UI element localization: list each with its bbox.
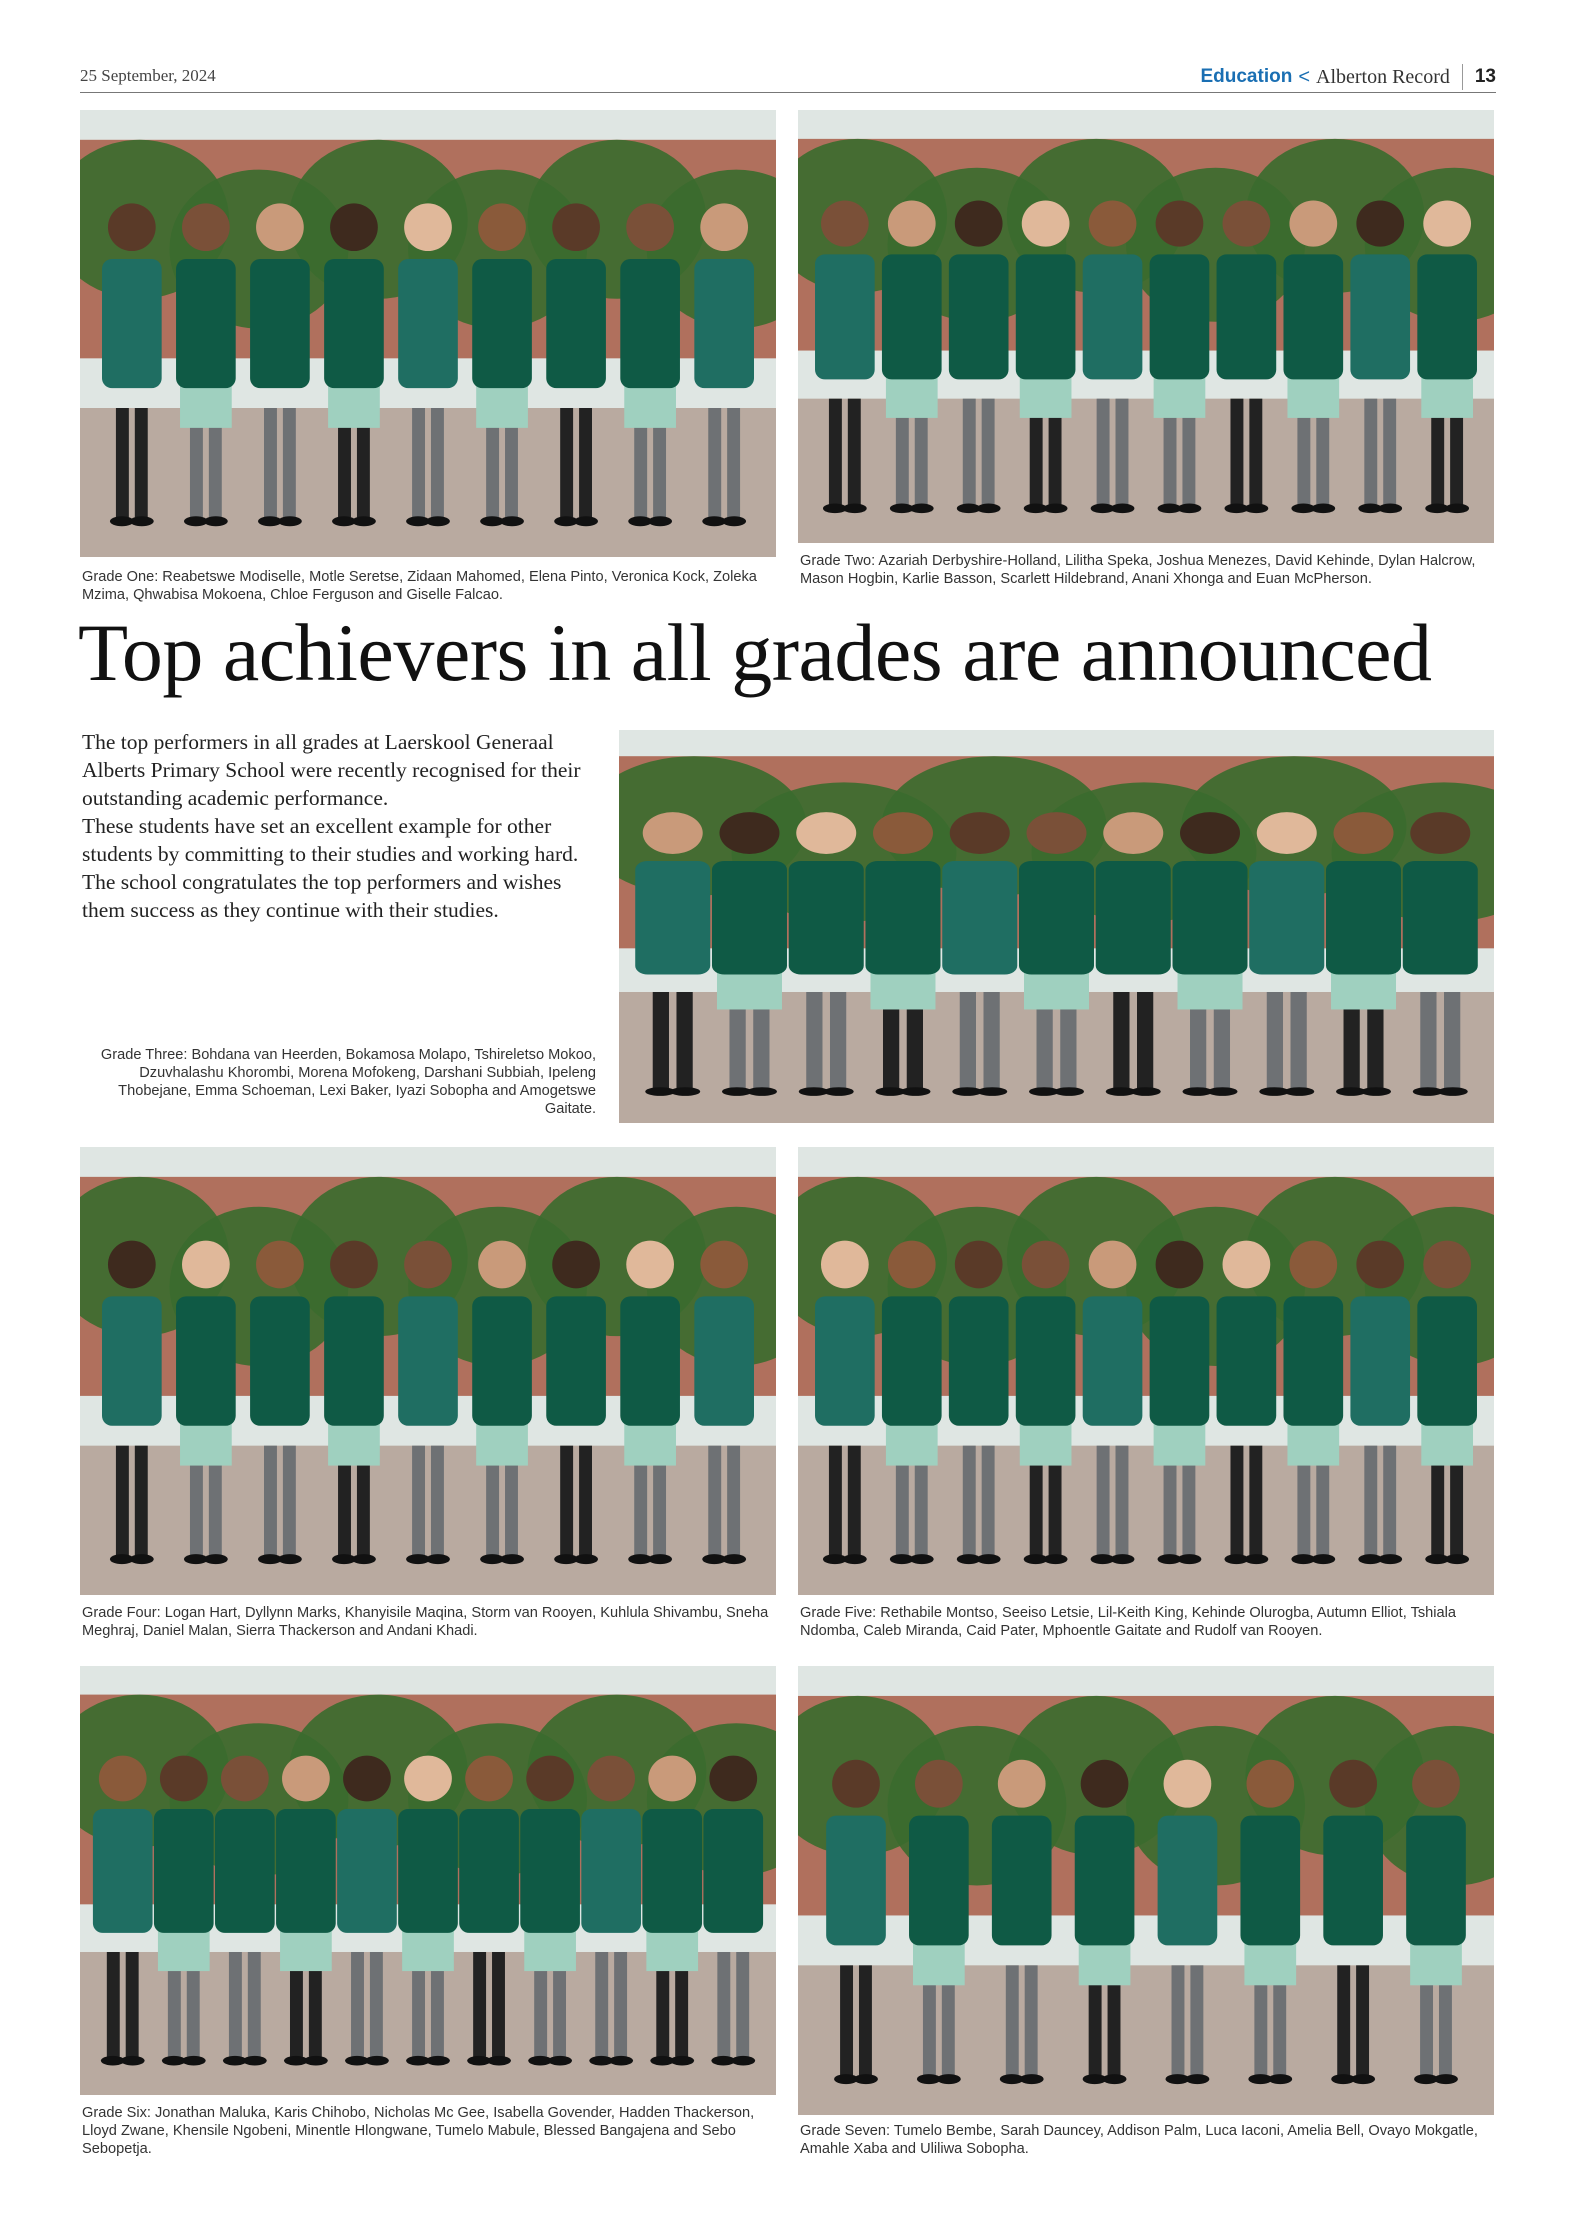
body-paragraph: The top performers in all grades at Laerskool Generaal Alberts Primary School were recently recognised for their outstanding academic performance. xyxy=(82,730,581,810)
page-number: 13 xyxy=(1474,66,1496,87)
body-paragraph: The school congratulates the top performers and wishes them success as they continue with their studies. xyxy=(82,870,562,922)
caption-grade-four: Grade Four: Logan Hart, Dyllynn Marks, Khanyisile Maqina, Storm van Rooyen, Kuhlula Shivambu, Sneha Meghraj, Daniel Malan, Sierra Thackerson and Andani Khadi. xyxy=(82,1605,769,1639)
group-photo-illustration xyxy=(80,110,776,557)
photo-grade-seven xyxy=(798,1666,1494,2115)
group-photo-illustration xyxy=(80,1147,776,1595)
caption-grade-six: Grade Six: Jonathan Maluka, Karis Chihobo, Nicholas Mc Gee, Isabella Govender, Hadden Thackerson, Lloyd Zwane, Khensile Ngobeni, Minentle Hlongwane, Tumelo Mabule, Blessed Bangajena and Sebo Sebopetja. xyxy=(82,2105,755,2157)
photo-grade-six xyxy=(80,1666,776,2095)
group-photo-illustration xyxy=(798,1666,1494,2115)
caption-grade-five: Grade Five: Rethabile Montso, Seeiso Letsie, Lil-Keith King, Kehinde Olurogba, Autumn Elliot, Tshiala Ndomba, Caleb Miranda, Caid Pater, Mphoentle Gaitate and Rudolf van Rooyen. xyxy=(800,1605,1457,1639)
section-name: Education xyxy=(1200,66,1293,87)
section-arrow: < xyxy=(1298,65,1310,88)
group-photo-illustration xyxy=(798,110,1494,543)
caption-grade-two: Grade Two: Azariah Derbyshire-Holland, Lilitha Speka, Joshua Menezes, David Kehinde, Dylan Halcrow, Mason Hogbin, Karlie Basson, Scarlett Hildebrand, Anani Xhonga and Euan McPherson. xyxy=(800,553,1476,587)
photo-grade-two xyxy=(798,110,1494,543)
header-rule xyxy=(80,92,1496,93)
photo-grade-four xyxy=(80,1147,776,1595)
group-photo-illustration xyxy=(798,1147,1494,1595)
photo-grade-one xyxy=(80,110,776,557)
article-headline: Top achievers in all grades are announced xyxy=(78,607,1432,698)
body-paragraph: These students have set an excellent example for other students by committing to their studies and working hard. xyxy=(82,814,579,866)
group-photo-illustration xyxy=(80,1666,776,2095)
photo-grade-three xyxy=(619,730,1494,1123)
caption-grade-one: Grade One: Reabetswe Modiselle, Motle Seretse, Zidaan Mahomed, Elena Pinto, Veronica Kock, Zoleka Mzima, Qhwabisa Mokoena, Chloe Ferguson and Giselle Falcao. xyxy=(82,569,757,603)
publication-name: Alberton Record xyxy=(1316,65,1450,88)
group-photo-illustration xyxy=(619,730,1494,1123)
article-body xyxy=(82,728,600,924)
running-header xyxy=(1200,64,1496,90)
issue-date: 25 September, 2024 xyxy=(80,66,216,85)
caption-grade-seven: Grade Seven: Tumelo Bembe, Sarah Dauncey, Addison Palm, Luca Iaconi, Amelia Bell, Ovayo Mokgatle, Amahle Xaba and Uliliwa Sobopha. xyxy=(800,2123,1478,2157)
photo-grade-five xyxy=(798,1147,1494,1595)
header-divider xyxy=(1462,64,1463,90)
caption-grade-three: Grade Three: Bohdana van Heerden, Bokamosa Molapo, Tshireletso Mokoo, Dzuvhalashu Khorombi, Morena Mofokeng, Darshani Subbiah, Ipeleng Thobejane, Emma Schoeman, Lexi Baker, Iyazi Sobopha and Amogetswe Gaitate. xyxy=(100,1047,596,1117)
